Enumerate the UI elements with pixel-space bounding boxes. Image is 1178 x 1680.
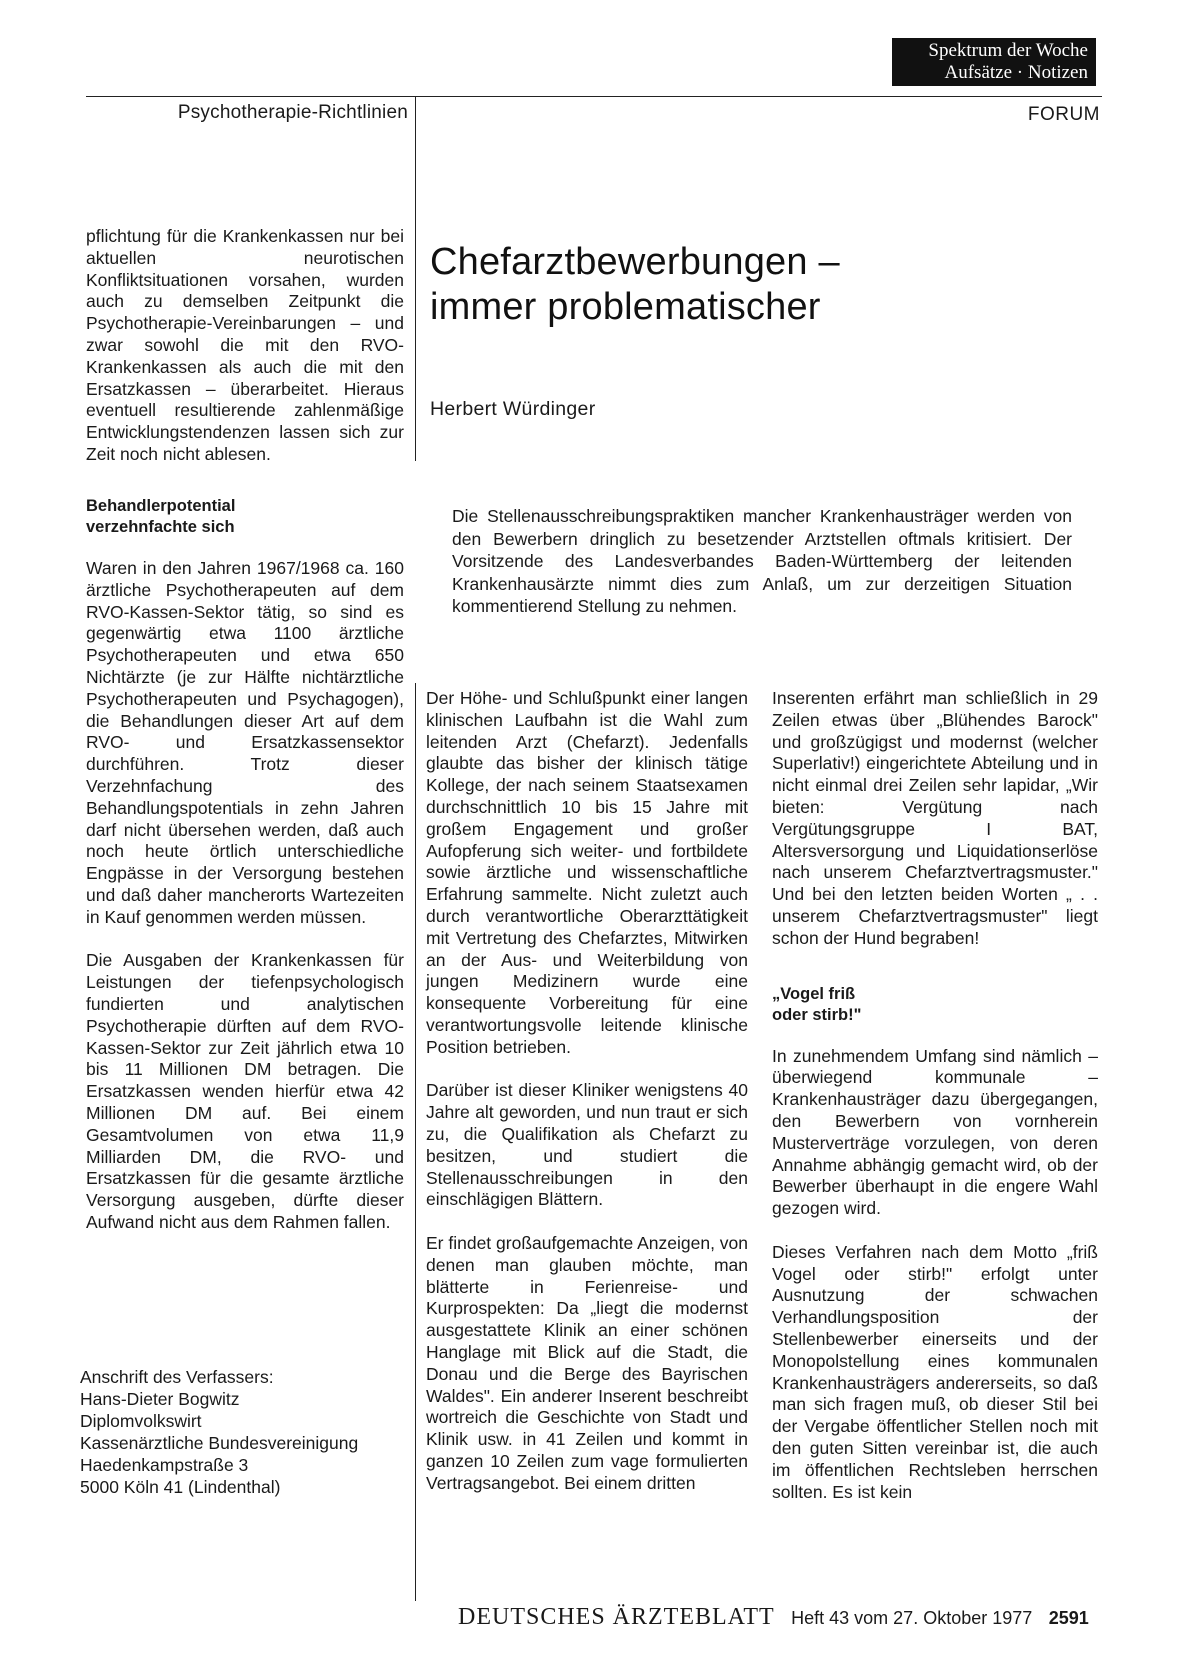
- rubric-left: Psychotherapie-Richtlinien: [177, 102, 408, 123]
- left-section-heading: [86, 496, 404, 538]
- address-line-6: 5000 Köln 41 (Lindenthal): [80, 1477, 281, 1497]
- left-column-intro: [86, 226, 404, 466]
- address-line-3: Diplomvolkswirt: [80, 1411, 202, 1431]
- middle-paragraph-3: Er findet großaufgemachte Anzeigen, von denen man glauben möchte, man blätterte in Ferienreise- und Kurprospekten: Da „liegt die modernst ausgestattete Klinik an einer schönen Hanglage mit Blick auf die Stadt, die Donau und die Berge des Bayrischen Waldes". Ein anderer Inserent beschreibt wortreich die Geschichte von Stadt und Klinik usw. in 41 Zeilen und kommt in ganzen 10 Zeilen zum vage formulierten Vertragsangebot. Bei einem dritten: [426, 1232, 749, 1493]
- left-column-body: [86, 496, 404, 1234]
- left-heading-line-1: Behandlerpotential: [86, 497, 236, 515]
- left-paragraph-2: Waren in den Jahren 1967/1968 ca. 160 ärztliche Psychotherapeuten auf dem RVO-Kassen-Sektor tätig, so sind es gegenwärtig etwa 1100 ärztliche Psychotherapeuten und etwa 650 Nichtärzte (je zur Hälfte nichtärztliche Psychotherapeuten und Psychagogen), die Behandlungen dieser Art auf dem RVO- und Ersatzkassensektor durchführen. Trotz dieser Verzehnfachung des Behandlungspotentials in zehn Jahren darf nicht übersehen werden, daß auch noch heute örtlich unterschiedliche Engpässe in der Versorgung bestehen und daß daher mancherorts Wartezeiten in Kauf genommen werden müssen.: [86, 558, 404, 927]
- header-rule: [86, 96, 1102, 97]
- address-line-1: Anschrift des Verfassers:: [80, 1367, 274, 1387]
- title-line-2: immer problematischer: [430, 286, 821, 328]
- column-divider-top: [415, 96, 416, 461]
- middle-paragraph-1: Der Höhe- und Schlußpunkt einer langen klinischen Laufbahn ist die Wahl zum leitenden Arzt (Chefarzt). Jedenfalls glaubte das bisher der klinisch tätige Kollege, der nach seinem Staatsexamen durchschnittlich 10 bis 15 Jahre mit großem Engagement und großer Aufopferung sich weiter- und fortbildete sowie ärztliche und wissenschaftliche Erfahrung sammelte. Nicht zuletzt auch durch verantwortliche Oberarzttätigkeit mit Vertretung des Chefarztes, Mitwirken an der Aus- und Weiterbildung von jungen Medizinern wurde eine konsequente Vorbereitung für eine verantwortungsvolle leitende klinische Position betrieben.: [426, 688, 748, 1057]
- article-lead: Die Stellenausschreibungspraktiken mancher Krankenhausträger werden von den Bewerbern dringlich zu besetzender Arztstellen oftmals kritisiert. Der Vorsitzende des Landesverbandes Baden-Württemberg der leitenden Krankenhausärzte nimmt dies zum Anlaß, um zur derzeitigen Situation kommentierend Stellung zu nehmen.: [452, 506, 1072, 616]
- journal-name: DEUTSCHES ÄRZTEBLATT: [458, 1604, 775, 1630]
- article-title: [430, 240, 1090, 330]
- right-paragraph-2: In zunehmendem Umfang sind nämlich – überwiegend kommunale – Krankenhausträger dazu übergegangen, den Bewerbern von vornherein Musterverträge vorzulegen, von deren Annahme abhängig gemacht wird, ob der Bewerber überhaupt in die engere Wahl gezogen wird.: [772, 1045, 1098, 1219]
- badge-line-2: Aufsätze · Notizen: [944, 62, 1088, 83]
- article-author: Herbert Würdinger: [430, 398, 596, 420]
- left-paragraph-1: pflichtung für die Krankenkassen nur bei aktuellen neurotischen Konfliktsituationen vorsahen, wurden auch zu demselben Zeitpunkt die Psychotherapie-Vereinbarungen – und zwar sowohl die mit den RVO-Krankenkassen als auch die mit den Ersatzkassen – überarbeitet. Hieraus eventuell resultierende zahlenmäßige Entwicklungstendenzen lassen sich zur Zeit noch nicht ablesen.: [86, 226, 404, 464]
- right-paragraph-1: Inserenten erfährt man schließlich in 29 Zeilen etwas über „Blühendes Barock" und großzügigst und modernst (welcher Superlativ!) eingerichtete Abteilung und in nicht einmal drei Zeilen sehr lapidar, „Wir bieten: Vergütung nach Vergütungsgruppe I BAT, Altersversorgung und Liquidationserlöse nach unserem Chefarztvertragsmuster." Und bei den letzten beiden Worten „ . . unserem Chefarztvertragsmuster" liegt schon der Hund begraben!: [772, 688, 1098, 948]
- section-badge: [892, 38, 1096, 86]
- address-line-4: Kassenärztliche Bundesvereinigung: [80, 1433, 359, 1453]
- left-paragraph-3: Die Ausgaben der Krankenkassen für Leistungen der tiefenpsychologisch fundierten und analytischen Psychotherapie dürften auf dem RVO-Kassen-Sektor zur Zeit jährlich etwa 10 bis 11 Millionen DM betragen. Die Ersatzkassen wenden hierfür etwa 42 Millionen DM auf. Bei einem Gesamtvolumen von etwa 11,9 Milliarden DM, die RVO- und Ersatzkassen für die gesamte ärztliche Versorgung ausgeben, dürfte dieser Aufwand nicht aus dem Rahmen fallen.: [86, 950, 404, 1232]
- address-line-5: Haedenkampstraße 3: [80, 1455, 249, 1475]
- left-heading-line-2: verzehnfachte sich: [86, 518, 235, 536]
- page-number: 2591: [1048, 1608, 1089, 1628]
- right-heading-line-1: „Vogel friß: [772, 984, 856, 1003]
- middle-paragraph-2: Darüber ist dieser Kliniker wenigstens 40 Jahre alt geworden, und nun traut er sich zu, die Qualifikation als Chefarzt zu besitzen, und studiert die Stellenausschreibungen in den einschlägigen Blättern.: [426, 1080, 748, 1210]
- right-paragraph-3: Dieses Verfahren nach dem Motto „friß Vogel oder stirb!" erfolgt unter Ausnutzung der schwachen Verhandlungsposition der Stellenbewerber einerseits und der Monopolstellung eines kommunalen Krankenhausträgers andererseits, so daß man sich fragen muß, ob dieser Stil bei der Vergabe öffentlicher Stellen noch mit den guten Sitten vereinbar ist, die auch im öffentlichen Rechtsleben herrschen sollten. Es ist kein: [772, 1241, 1098, 1502]
- issue-info: Heft 43 vom 27. Oktober 1977: [791, 1608, 1033, 1628]
- middle-column: [426, 688, 748, 1494]
- column-divider-bottom: [415, 683, 416, 1601]
- title-line-1: Chefarztbewerbungen –: [430, 241, 840, 283]
- badge-line-1: Spektrum der Woche: [928, 40, 1088, 61]
- address-line-2: Hans-Dieter Bogwitz: [80, 1389, 240, 1409]
- right-heading-line-2: oder stirb!": [772, 1005, 862, 1024]
- author-address: [80, 1366, 410, 1498]
- right-section-heading: [772, 984, 1098, 1026]
- rubric-right: FORUM: [1027, 104, 1100, 125]
- page-footer: [458, 1604, 1104, 1631]
- right-column: [772, 688, 1098, 1503]
